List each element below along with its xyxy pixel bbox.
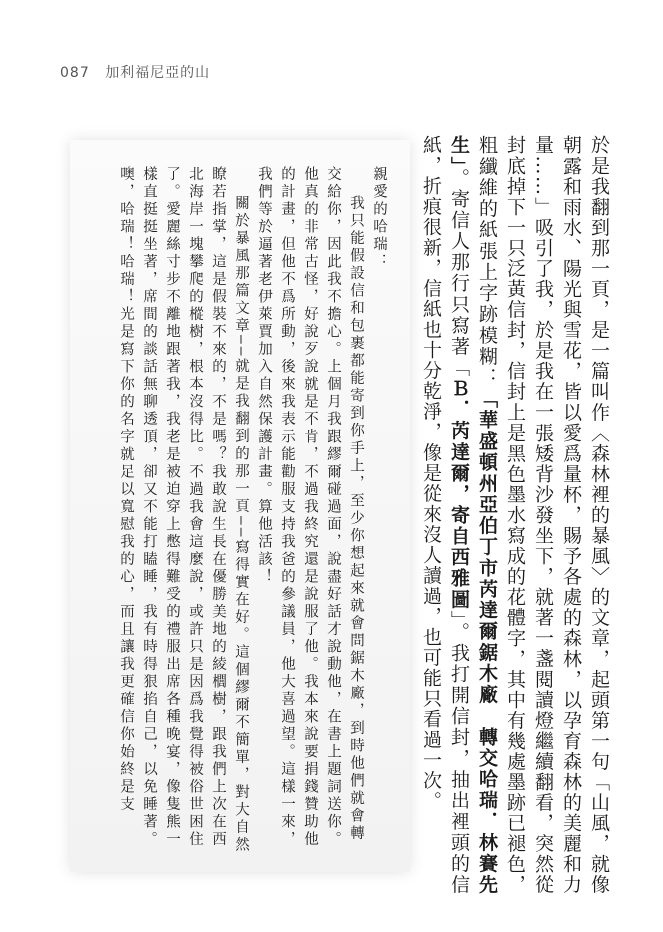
body-paragraph-end: 」。我打開信封，抽出裡頭的信紙，折痕很新，信紙也十分乾淨，像是從來沒人讀過，也可能只看過一次。	[420, 135, 470, 896]
envelope-address: 「華盛頓州亞伯丁市芮達爾鋸木廠 轉交哈瑞．林賽先生」	[448, 135, 498, 896]
letter-text	[114, 166, 390, 856]
envelope-sender: Ｂ．芮達爾，寄自西雅圖	[448, 378, 470, 611]
book-title: 加利福尼亞的山	[105, 65, 211, 81]
letter-paragraph-1: 我只能假設信和包裹都能寄到你手上，至少你想起來就會問鋸木廠，到時他們就會轉交給你，因此我不擔心。上個月我跟繆爾碰過面，說盡好話才說動他，在書上題詞送你。他真的非常古怪，好說歹說就是不肯，不過我終究還是說服了他。我本來說要捐錢贊助他的計畫，但他不爲所動，後來我表示能勸服支持我爸的參議員，他大喜過望。這樣一來，我們等於逼著老伊萊賈加入自然保護計畫。算他活該！	[256, 166, 364, 849]
page-number: 087	[60, 65, 90, 81]
body-paragraph-text: 於是我翻到那一頁，是一篇叫作〈森林裡的暴風〉的文章，起頭第一句「山風，就像朝露和雨水、陽光與雪花，皆以愛爲量杯，賜予各處的森林，以孕育森林的美麗和力量……」吸引了我，於是我在一張矮背沙發坐下，就著一盞閱讀燈繼續翻看，突然從封底掉下一只泛黃信封，信封上是黑色墨水寫成的花體字，其中有幾處墨跡已褪色，粗纖維的紙張上字跡模糊：	[476, 135, 610, 895]
body-connector: 。寄信人那行只寫著「	[448, 167, 470, 379]
letter-salutation: 親愛的哈瑞：	[371, 166, 387, 271]
letter-image	[70, 140, 410, 872]
body-text	[417, 135, 613, 895]
body-paragraph	[417, 135, 613, 895]
letter-paragraph-2: 關於暴風那篇文章——就是我翻到的那一頁——寫得實在好。這個繆爾不簡單，對大自然瞭若指掌，這是假裝不來的，不是嗎？我敢說生長在優勝美地的綾櫚樹，跟我們上次在西北海岸一塊攀爬的樅樹，根本沒得比。不過我會這麼說，或許只是因爲我覺得被俗世困住了。愛麗絲寸步不離地跟著我，我老是被迫穿上憋得難受的禮服出席各種晚宴，像隻熊一樣直挺挺坐著，席間的談話無聊透頂，卻又不能打瞌睡，我有時得狠掐自己，以免睡著。噢，哈瑞！哈瑞！光是寫下你的名字就足以寬慰我的心，而且讓我更確信你始終是支	[118, 166, 249, 855]
running-header	[60, 62, 210, 82]
